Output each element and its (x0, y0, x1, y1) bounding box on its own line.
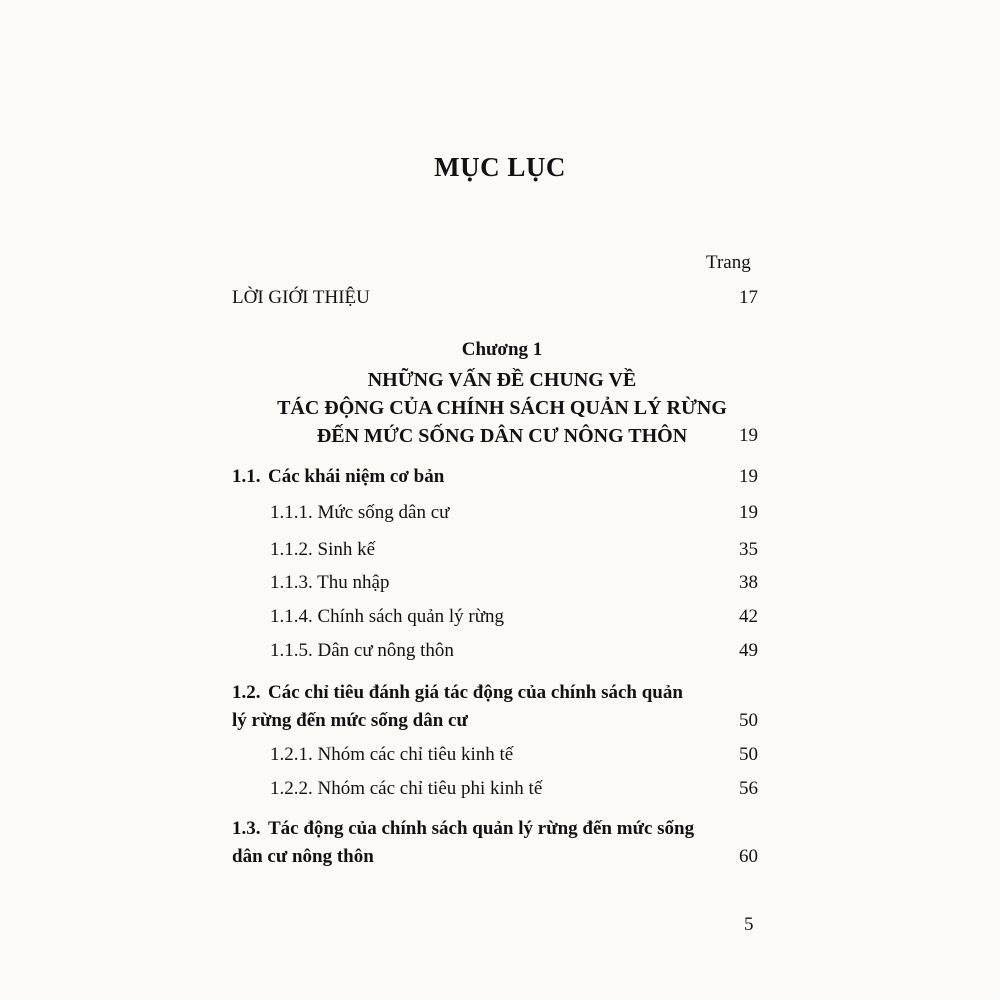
chapter-title-line: ĐẾN MỨC SỐNG DÂN CƯ NÔNG THÔN (316, 425, 688, 447)
section-title-continued: dân cư nông thôn (232, 846, 374, 867)
toc-item-label: 1.2.2. Nhóm các chỉ tiêu phi kinh tế (270, 778, 543, 799)
toc-item-label: 1.2.1. Nhóm các chỉ tiêu kinh tế (270, 744, 514, 765)
page-number: 5 (744, 914, 754, 935)
chapter-title-line: NHỮNG VẤN ĐỀ CHUNG VỀ (367, 369, 637, 391)
toc-item-label: 1.1.4. Chính sách quản lý rừng (270, 606, 505, 627)
section-title: Các chỉ tiêu đánh giá tác động của chính sách quản (268, 682, 683, 703)
toc-item-label: 1.1.1. Mức sống dân cư (270, 502, 450, 523)
section-page: 50 (739, 710, 758, 731)
intro-page: 17 (739, 287, 758, 308)
toc-item-page: 49 (739, 640, 758, 661)
section-number: 1.2. (232, 682, 261, 703)
toc-item-page: 19 (739, 502, 758, 523)
toc-item-page: 35 (739, 539, 758, 560)
toc-item-page: 38 (739, 572, 758, 593)
section-title: Các khái niệm cơ bản (268, 466, 445, 487)
toc-item-label: 1.1.2. Sinh kế (270, 539, 376, 560)
bleed-through-text (420, 48, 423, 65)
section-page: 19 (739, 466, 758, 487)
page-title: MỤC LỤC (434, 152, 566, 182)
chapter-label: Chương 1 (461, 339, 543, 360)
section-number: 1.1. (232, 466, 261, 487)
section-page: 60 (739, 846, 758, 867)
section-number: 1.3. (232, 818, 261, 839)
section-title: Tác động của chính sách quản lý rừng đến mức sống (268, 818, 695, 839)
intro-label: LỜI GIỚI THIỆU (232, 287, 370, 308)
toc-item-label: 1.1.3. Thu nhập (270, 572, 390, 593)
chapter-page: 19 (739, 425, 758, 446)
page-column-label: Trang (706, 252, 751, 273)
chapter-title-line: TÁC ĐỘNG CỦA CHÍNH SÁCH QUẢN LÝ RỪNG (277, 397, 727, 419)
section-title-continued: lý rừng đến mức sống dân cư (232, 710, 468, 731)
toc-item-label: 1.1.5. Dân cư nông thôn (270, 640, 454, 661)
toc-item-page: 42 (739, 606, 758, 627)
toc-item-page: 56 (739, 778, 758, 799)
toc-item-page: 50 (739, 744, 758, 765)
